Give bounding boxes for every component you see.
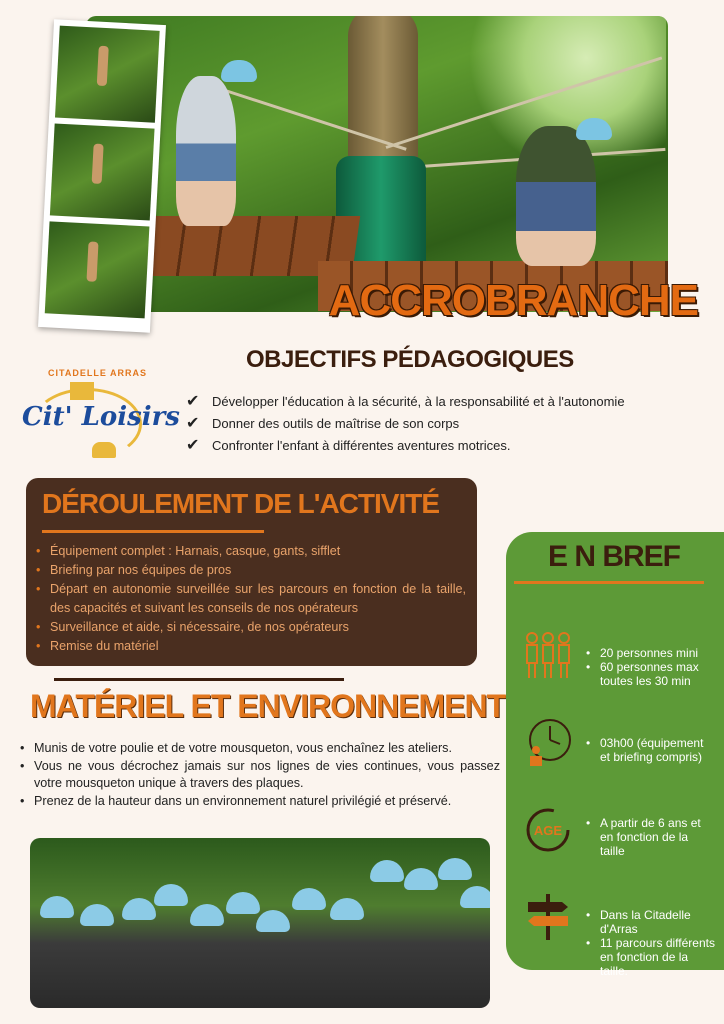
castle-icon — [70, 382, 94, 400]
objectives-title: OBJECTIFS PÉDAGOGIQUES — [246, 346, 574, 373]
list-item: • Remise du matériel — [36, 637, 466, 656]
list-item: • Munis de votre poulie et de votre mousqueton, vous enchaînez les ateliers. — [18, 740, 500, 758]
logo-arc-text: CITADELLE ARRAS — [48, 368, 147, 378]
list-item: ✔ Développer l'éducation à la sécurité, à la responsabilité et à l'autonomie — [186, 393, 625, 410]
deroulement-title: DÉROULEMENT DE L'ACTIVITÉ — [42, 488, 439, 519]
main-title: ACCROBRANCHE — [328, 276, 698, 325]
list-item: • Prenez de la hauteur dans un environnement naturel privilégié et préservé. — [18, 793, 500, 811]
list-item: • Équipement complet : Harnais, casque, gants, sifflet — [36, 542, 466, 561]
list-item: • Départ en autonomie surveillée sur les parcours en fonction de la taille, des capacités et suivant les conseils de nos opérateurs — [36, 580, 466, 618]
group-photo — [30, 838, 490, 1008]
hero-photo — [86, 16, 668, 312]
clock-icon — [522, 716, 574, 768]
list-item: • 60 personnes max toutes les 30 min — [586, 660, 716, 688]
objectives-list — [186, 390, 666, 456]
materiel-title: MATÉRIEL ET ENVIRONNEMENT — [30, 688, 506, 724]
list-item: • 03h00 (équipement et briefing compris) — [586, 736, 716, 764]
en-bref-list — [586, 736, 716, 764]
divider — [514, 581, 704, 584]
signpost-icon — [522, 888, 574, 940]
age-icon — [522, 804, 574, 856]
list-item: • Briefing par nos équipes de pros — [36, 561, 466, 580]
checkmark-icon: ✔ — [186, 415, 200, 432]
strip-photo — [45, 221, 150, 318]
en-bref-title: E N BREF — [548, 540, 681, 573]
citloisirs-logo — [18, 368, 180, 468]
en-bref-list — [586, 908, 716, 978]
en-bref-list — [586, 646, 716, 688]
list-item: • A partir de 6 ans et en fonction de la taille — [586, 816, 716, 858]
group-people-icon — [522, 628, 574, 680]
list-item: • Vous ne vous décrochez jamais sur nos lignes de vies continues, vous passez votre mousqueton unique à travers des plaques. — [18, 758, 500, 793]
age-icon-text: AGE — [533, 823, 563, 838]
logo-name: Cit' Loisirs — [22, 402, 180, 432]
list-item: ✔ Confronter l'enfant à différentes aventures motrices. — [186, 437, 511, 454]
list-item: • Dans la Citadelle d'Arras — [586, 908, 716, 936]
en-bref-list — [586, 816, 716, 858]
list-item: • 20 personnes mini — [586, 646, 716, 660]
list-item: • 11 parcours différents en fonction de la taille. — [586, 936, 716, 978]
deroulement-list — [36, 542, 466, 656]
checkmark-icon: ✔ — [186, 437, 200, 454]
list-item: ✔ Donner des outils de maîtrise de son corps — [186, 415, 460, 432]
strip-photo — [50, 123, 155, 220]
divider — [54, 678, 344, 681]
list-item: • Surveillance et aide, si nécessaire, de nos opérateurs — [36, 618, 466, 637]
climber-icon — [92, 442, 116, 458]
divider — [42, 530, 264, 533]
checkmark-icon: ✔ — [186, 393, 200, 410]
photo-strip — [38, 19, 166, 332]
strip-photo — [55, 26, 160, 123]
materiel-list — [18, 740, 500, 810]
